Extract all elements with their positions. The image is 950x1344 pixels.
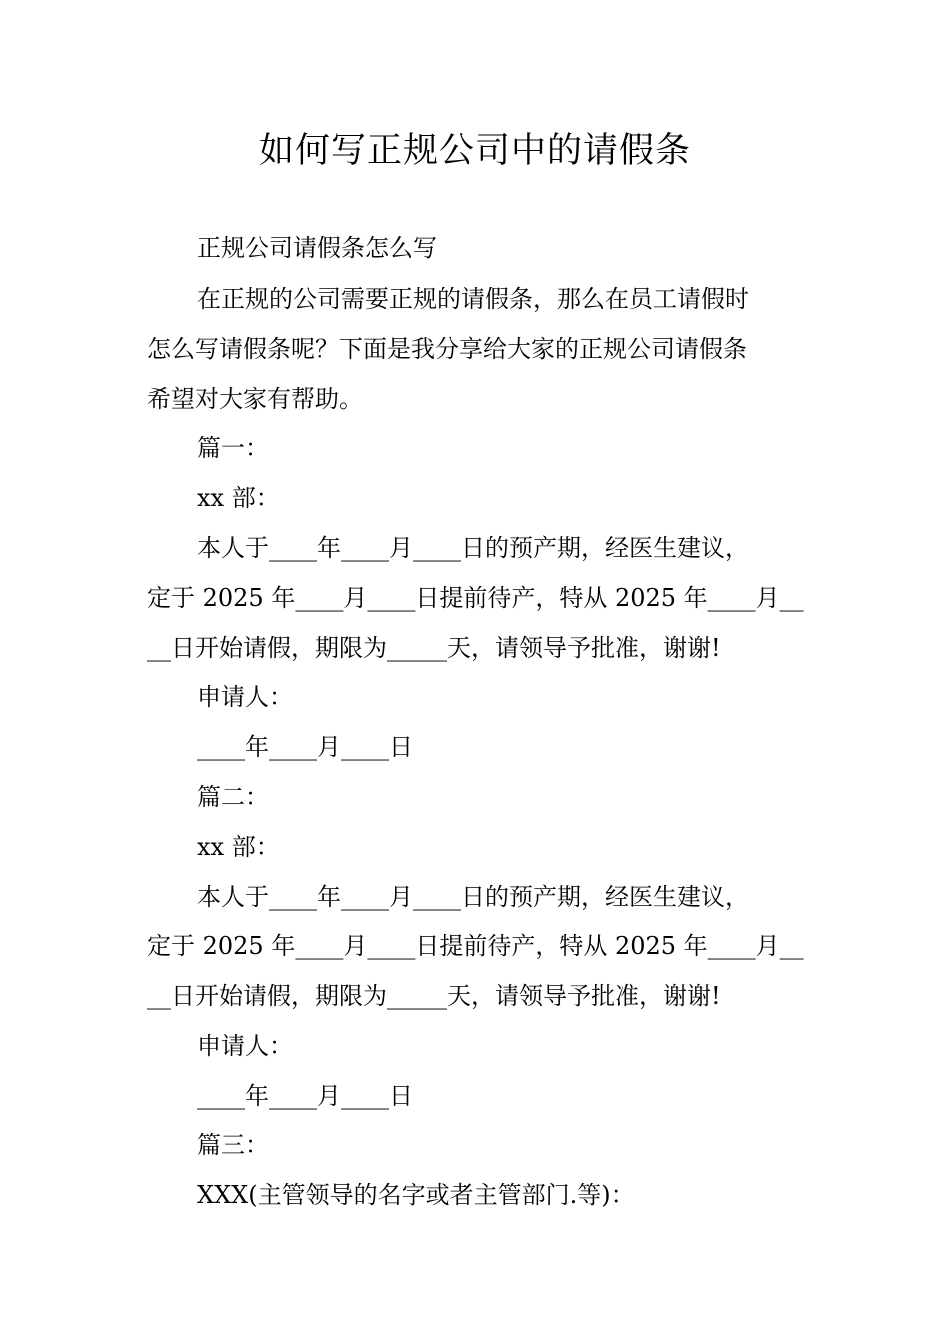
date-line-1: ____年____月____日 [197, 733, 413, 761]
body-2-line-2: 定于 2025 年____月____日提前待产，特从 2025 年____月__ [147, 932, 804, 960]
recipient-3: XXX(主管领导的名字或者主管部门.等)： [197, 1181, 635, 1209]
section-heading-3: 篇三： [197, 1131, 269, 1159]
subheading: 正规公司请假条怎么写 [197, 234, 437, 262]
applicant-label-1: 申请人： [197, 683, 293, 711]
applicant-label-2: 申请人： [197, 1032, 293, 1060]
date-line-2: ____年____月____日 [197, 1082, 413, 1110]
body-1-line-3: __日开始请假，期限为_____天，请领导予批准，谢谢! [147, 634, 721, 662]
recipient-2: xx 部： [197, 833, 280, 861]
body-2-line-3: __日开始请假，期限为_____天，请领导予批准，谢谢! [147, 982, 721, 1010]
intro-line-3: 希望对大家有帮助。 [147, 385, 363, 413]
intro-line-2: 怎么写请假条呢？下面是我分享给大家的正规公司请假条 [147, 335, 747, 363]
section-heading-2: 篇二： [197, 783, 269, 811]
intro-line-1: 在正规的公司需要正规的请假条，那么在员工请假时 [197, 285, 749, 313]
recipient-1: xx 部： [197, 484, 280, 512]
section-heading-1: 篇一： [197, 434, 269, 462]
body-1-line-2: 定于 2025 年____月____日提前待产，特从 2025 年____月__ [147, 584, 804, 612]
body-2-line-1: 本人于____年____月____日的预产期，经医生建议， [197, 883, 749, 911]
body-1-line-1: 本人于____年____月____日的预产期，经医生建议， [197, 534, 749, 562]
document-title: 如何写正规公司中的请假条 [258, 131, 691, 171]
